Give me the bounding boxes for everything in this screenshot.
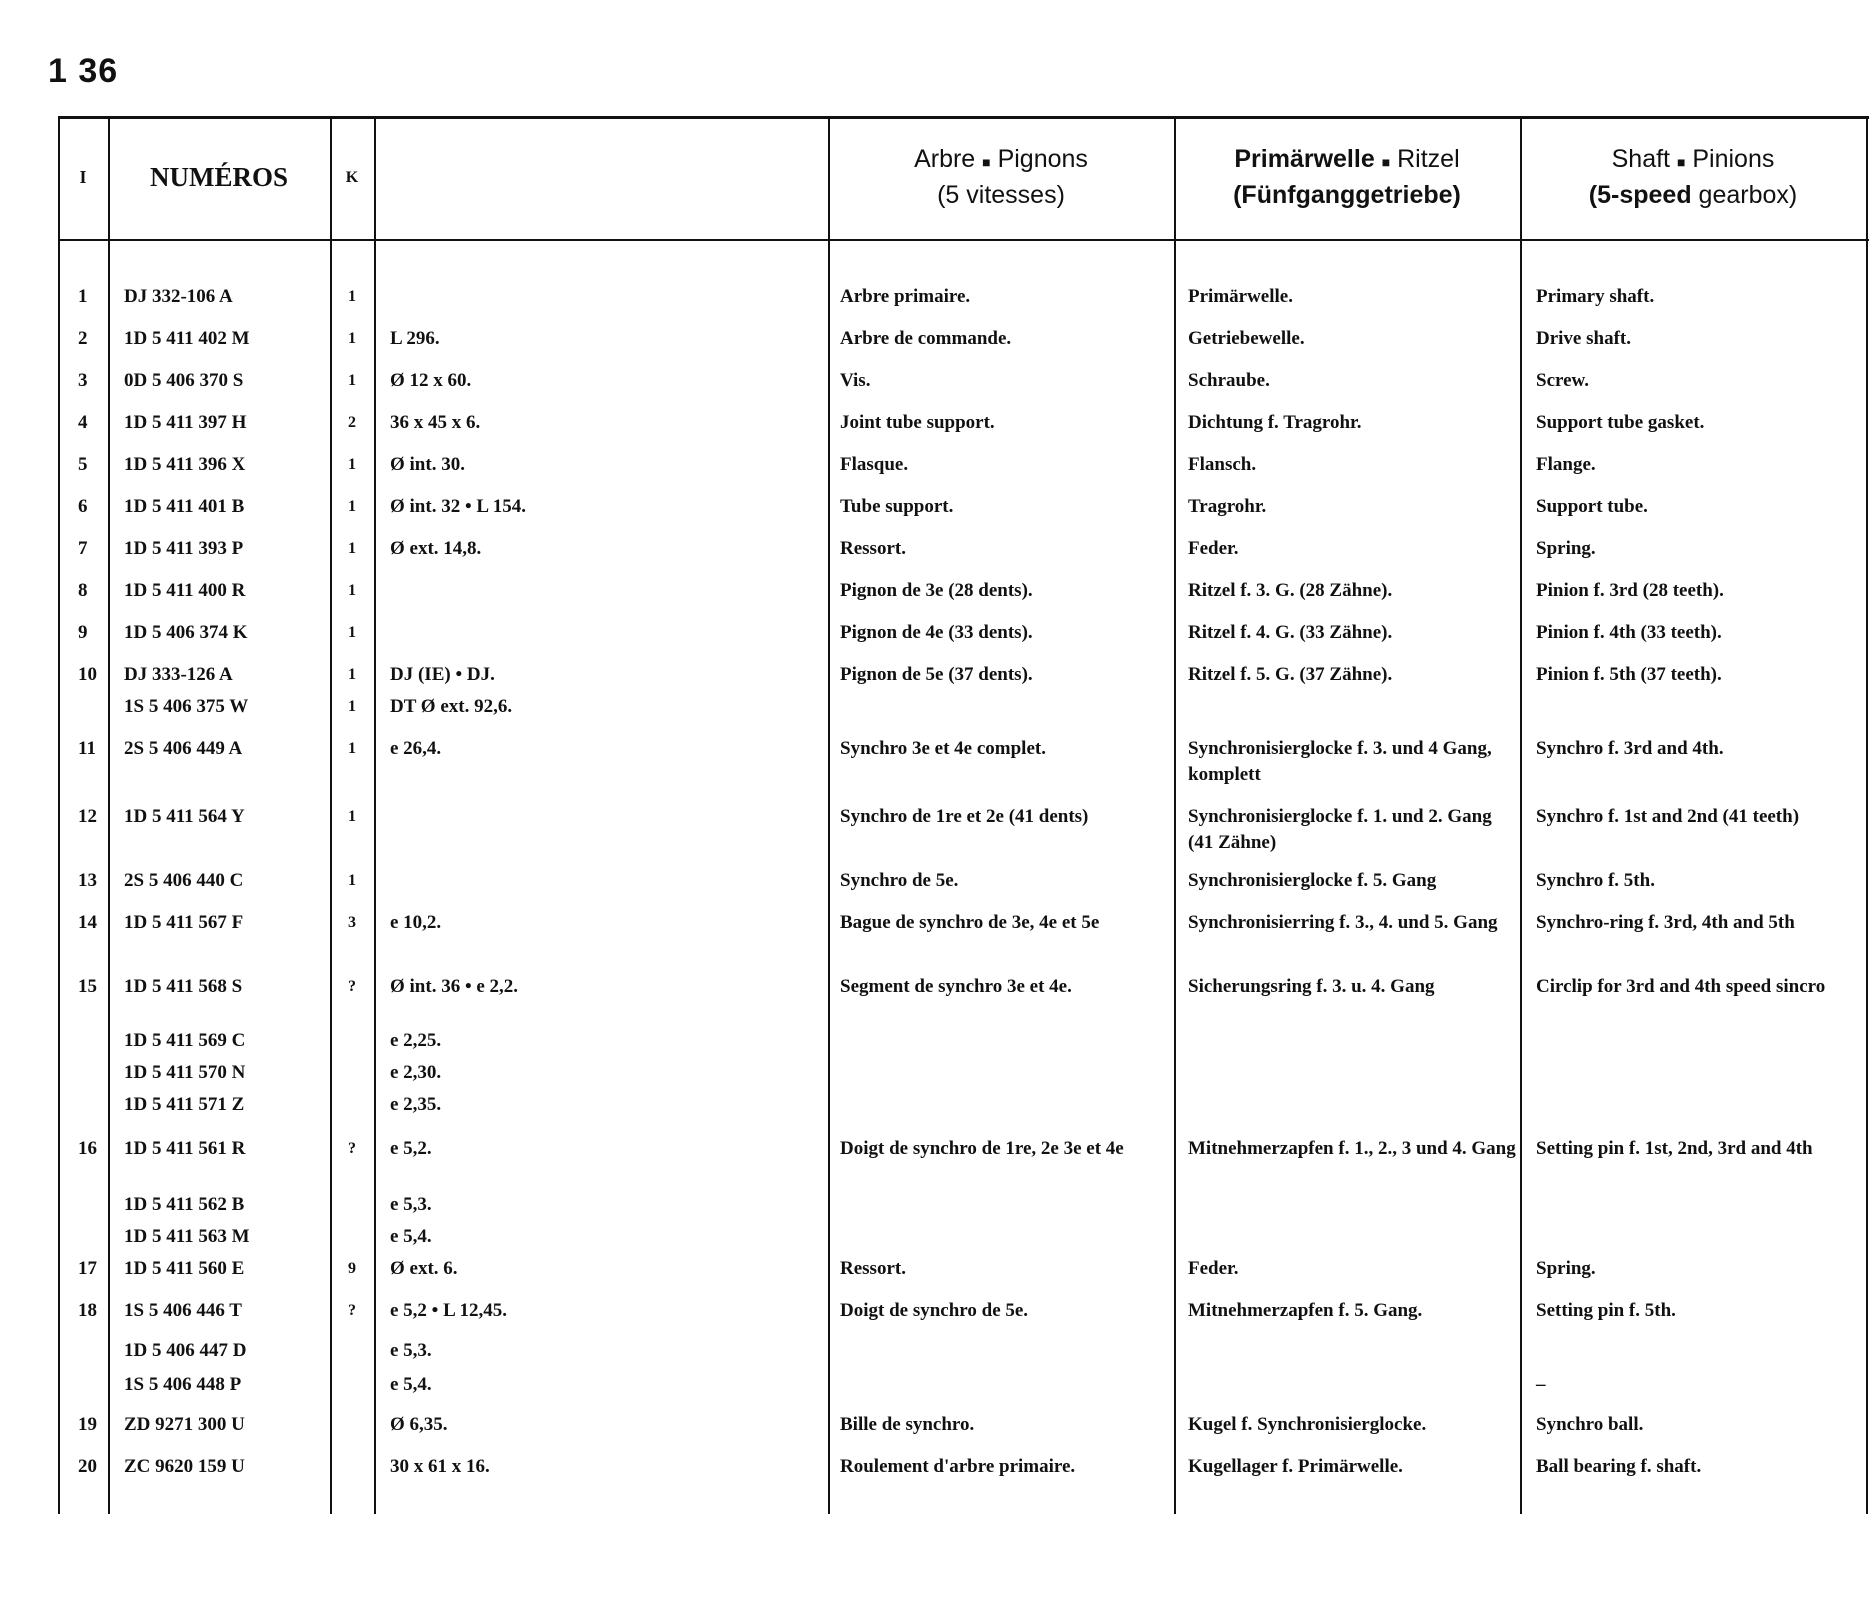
part-number: 1D 5 411 396 X: [124, 454, 246, 475]
description-english: Pinion f. 3rd (28 teeth).: [1536, 580, 1724, 601]
description-english: Synchro ball.: [1536, 1414, 1644, 1435]
row-index: 6: [78, 496, 88, 517]
description-german: Getriebewelle.: [1188, 328, 1305, 349]
dimensions: e 2,30.: [390, 1062, 442, 1083]
quantity-k: 1: [348, 582, 356, 599]
header-index: I: [79, 167, 87, 187]
part-number: 1D 5 411 568 S: [124, 976, 243, 997]
description-german: Feder.: [1188, 1258, 1239, 1279]
bullet-icon: ■: [1381, 154, 1391, 170]
dimensions: e 5,3.: [390, 1194, 432, 1215]
row-index: 9: [78, 622, 88, 643]
part-number: ZC 9620 159 U: [124, 1456, 245, 1477]
description-french: Pignon de 5e (37 dents).: [840, 664, 1033, 685]
row-index: 12: [78, 806, 97, 827]
part-number: DJ 333-126 A: [124, 664, 233, 685]
quantity-k: 1: [348, 808, 356, 825]
description-french: Bague de synchro de 3e, 4e et 5e: [840, 912, 1100, 933]
part-number: 1S 5 406 448 P: [124, 1374, 242, 1395]
description-german: Kugel f. Synchronisierglocke.: [1188, 1414, 1427, 1435]
dimensions: e 5,4.: [390, 1374, 432, 1395]
description-english: Spring.: [1536, 1258, 1596, 1279]
row-index: 20: [78, 1456, 97, 1477]
description-german: Mitnehmerzapfen f. 1., 2., 3 und 4. Gang: [1188, 1138, 1516, 1159]
part-number: 1D 5 411 564 Y: [124, 806, 245, 827]
description-german: Primärwelle.: [1188, 286, 1293, 307]
page-number: 1 36: [48, 52, 119, 90]
description-english: Support tube.: [1536, 496, 1648, 517]
description-french: Doigt de synchro de 1re, 2e 3e et 4e: [840, 1138, 1124, 1159]
description-english: Synchro f. 5th.: [1536, 870, 1655, 891]
header-fr-arbre: Arbre: [914, 145, 976, 173]
dimensions: 30 x 61 x 16.: [390, 1456, 490, 1477]
description-english: Primary shaft.: [1536, 286, 1655, 307]
row-index: 8: [78, 580, 88, 601]
description-english: Setting pin f. 1st, 2nd, 3rd and 4th: [1536, 1138, 1813, 1159]
description-german: Flansch.: [1188, 454, 1257, 475]
row-index: 14: [78, 912, 97, 933]
dimensions: e 5,4.: [390, 1226, 432, 1247]
description-german: Feder.: [1188, 538, 1239, 559]
description-french: Pignon de 3e (28 dents).: [840, 580, 1033, 601]
dimensions: e 5,3.: [390, 1340, 432, 1361]
row-index: 4: [78, 412, 88, 433]
description-english: –: [1536, 1374, 1546, 1395]
description-english: Spring.: [1536, 538, 1596, 559]
part-number: 1D 5 411 560 E: [124, 1258, 245, 1279]
description-french: Flasque.: [840, 454, 909, 475]
description-german: Synchronisierglocke f. 1. und 2. Gang (41 Zähne): [1188, 806, 1492, 853]
part-number: 1D 5 411 402 M: [124, 328, 250, 349]
part-number: ZD 9271 300 U: [124, 1414, 245, 1435]
header-k: K: [345, 168, 359, 186]
quantity-k: ?: [348, 978, 356, 995]
column-divider: [330, 116, 332, 1514]
quantity-k: 1: [348, 740, 356, 757]
header-german: [1174, 116, 1520, 239]
column-divider: [374, 116, 376, 1514]
parts-table: [58, 116, 1869, 1514]
part-number: 1D 5 411 393 P: [124, 538, 244, 559]
dimensions: Ø ext. 14,8.: [390, 538, 482, 559]
row-index: 10: [78, 664, 97, 685]
description-english: Synchro f. 1st and 2nd (41 teeth): [1536, 806, 1800, 827]
header-de-subtitle: (Fünfganggetriebe): [1233, 181, 1461, 209]
header-fr-subtitle: (5 vitesses): [937, 181, 1065, 209]
header-en-speed: (5-speed: [1588, 181, 1692, 209]
dimensions: e 5,2.: [390, 1138, 432, 1159]
quantity-k: 1: [348, 330, 356, 347]
header-de-ritzel: Ritzel: [1397, 145, 1460, 173]
dimensions: Ø int. 30.: [390, 454, 465, 475]
header-en-gearbox: gearbox): [1698, 181, 1798, 209]
part-number: 0D 5 406 370 S: [124, 370, 244, 391]
description-french: Synchro de 1re et 2e (41 dents): [840, 806, 1089, 827]
quantity-k: ?: [348, 1140, 356, 1157]
header-en-pinions: Pinions: [1692, 145, 1775, 173]
part-number: 1D 5 406 447 D: [124, 1340, 247, 1361]
description-english: Flange.: [1536, 454, 1596, 475]
description-english: Support tube gasket.: [1536, 412, 1705, 433]
description-french: Segment de synchro 3e et 4e.: [840, 976, 1072, 997]
quantity-k: 1: [348, 872, 356, 889]
part-number: 1D 5 411 561 R: [124, 1138, 246, 1159]
header-numeros: NUMÉROS: [149, 162, 288, 192]
quantity-k: 1: [348, 540, 356, 557]
row-index: 13: [78, 870, 97, 891]
part-number: 1D 5 411 563 M: [124, 1226, 250, 1247]
dimensions: e 10,2.: [390, 912, 442, 933]
dimensions: Ø 12 x 60.: [390, 370, 472, 391]
dimensions: Ø int. 36 • e 2,2.: [390, 976, 519, 997]
quantity-k: 1: [348, 698, 356, 715]
part-number: 1D 5 411 570 N: [124, 1062, 246, 1083]
description-german: Schraube.: [1188, 370, 1270, 391]
part-number: 1S 5 406 446 T: [124, 1300, 242, 1321]
column-divider: [108, 116, 110, 1514]
description-german: Ritzel f. 5. G. (37 Zähne).: [1188, 664, 1393, 685]
column-divider: [58, 116, 60, 1514]
description-french: Arbre de commande.: [840, 328, 1012, 349]
dimensions: DT Ø ext. 92,6.: [390, 696, 513, 717]
row-index: 11: [78, 738, 96, 759]
row-index: 3: [78, 370, 88, 391]
dimensions: e 26,4.: [390, 738, 442, 759]
description-german: Sicherungsring f. 3. u. 4. Gang: [1188, 976, 1435, 997]
header-de-primaerwelle: Primärwelle: [1234, 145, 1375, 173]
dimensions: e 2,25.: [390, 1030, 442, 1051]
dimensions: 36 x 45 x 6.: [390, 412, 481, 433]
description-german: Dichtung f. Tragrohr.: [1188, 412, 1362, 433]
row-index: 16: [78, 1138, 97, 1159]
part-number: 1S 5 406 375 W: [124, 696, 249, 717]
description-german: Synchronisierglocke f. 3. und 4 Gang, komplett: [1188, 738, 1492, 785]
header-fr-pignons: Pignons: [997, 145, 1088, 173]
quantity-k: 1: [348, 624, 356, 641]
description-german: Ritzel f. 3. G. (28 Zähne).: [1188, 580, 1393, 601]
quantity-k: 2: [348, 414, 356, 431]
quantity-k: 3: [348, 914, 356, 931]
description-english: Ball bearing f. shaft.: [1536, 1456, 1702, 1477]
part-number: 1D 5 411 571 Z: [124, 1094, 245, 1115]
row-index: 2: [78, 328, 88, 349]
row-index: 15: [78, 976, 97, 997]
description-english: Circlip for 3rd and 4th speed sincro: [1536, 976, 1826, 997]
description-french: Synchro 3e et 4e complet.: [840, 738, 1046, 759]
quantity-k: ?: [348, 1302, 356, 1319]
part-number: 1D 5 411 397 H: [124, 412, 247, 433]
row-index: 18: [78, 1300, 97, 1321]
header-french: [828, 116, 1174, 239]
quantity-k: 9: [348, 1260, 356, 1277]
part-number: DJ 332-106 A: [124, 286, 233, 307]
column-divider: [828, 116, 830, 1514]
quantity-k: 1: [348, 666, 356, 683]
part-number: 2S 5 406 449 A: [124, 738, 243, 759]
row-index: 5: [78, 454, 88, 475]
part-number: 1D 5 411 401 B: [124, 496, 245, 517]
column-divider: [1174, 116, 1176, 1514]
dimensions: e 5,2 • L 12,45.: [390, 1300, 507, 1321]
description-english: Synchro-ring f. 3rd, 4th and 5th: [1536, 912, 1795, 933]
part-number: 1D 5 411 569 C: [124, 1030, 246, 1051]
dimensions: e 2,35.: [390, 1094, 442, 1115]
column-divider: [1866, 116, 1868, 1514]
row-index: 1: [78, 286, 88, 307]
description-german: Mitnehmerzapfen f. 5. Gang.: [1188, 1300, 1423, 1321]
dimensions: Ø int. 32 • L 154.: [390, 496, 526, 517]
description-french: Ressort.: [840, 1258, 906, 1279]
quantity-k: 1: [348, 288, 356, 305]
row-index: 7: [78, 538, 88, 559]
row-index: 17: [78, 1258, 97, 1279]
description-german: Tragrohr.: [1188, 496, 1267, 517]
part-number: 1D 5 406 374 K: [124, 622, 248, 643]
dimensions: DJ (IE) • DJ.: [390, 664, 495, 685]
header-en-shaft: Shaft: [1611, 145, 1670, 173]
part-number: 1D 5 411 400 R: [124, 580, 246, 601]
dimensions: Ø 6,35.: [390, 1414, 448, 1435]
description-french: Pignon de 4e (33 dents).: [840, 622, 1033, 643]
description-english: Synchro f. 3rd and 4th.: [1536, 738, 1724, 759]
part-number: 1D 5 411 562 B: [124, 1194, 245, 1215]
bullet-icon: ■: [982, 154, 991, 170]
part-number: 1D 5 411 567 F: [124, 912, 244, 933]
description-english: Pinion f. 4th (33 teeth).: [1536, 622, 1722, 643]
description-english: Drive shaft.: [1536, 328, 1631, 349]
dimensions: L 296.: [390, 328, 440, 349]
bullet-icon: ■: [1676, 154, 1686, 170]
dimensions: Ø ext. 6.: [390, 1258, 458, 1279]
description-french: Ressort.: [840, 538, 906, 559]
column-divider: [1520, 116, 1522, 1514]
description-french: Tube support.: [840, 496, 954, 517]
description-french: Roulement d'arbre primaire.: [840, 1456, 1076, 1477]
description-french: Joint tube support.: [840, 412, 995, 433]
description-english: Setting pin f. 5th.: [1536, 1300, 1676, 1321]
row-index: 19: [78, 1414, 97, 1435]
description-french: Doigt de synchro de 5e.: [840, 1300, 1029, 1321]
header-english: [1520, 116, 1866, 239]
description-french: Arbre primaire.: [840, 286, 971, 307]
description-german: Kugellager f. Primärwelle.: [1188, 1456, 1403, 1477]
description-english: Pinion f. 5th (37 teeth).: [1536, 664, 1722, 685]
quantity-k: 1: [348, 372, 356, 389]
description-german: Ritzel f. 4. G. (33 Zähne).: [1188, 622, 1393, 643]
description-french: Synchro de 5e.: [840, 870, 959, 891]
part-number: 2S 5 406 440 C: [124, 870, 244, 891]
description-french: Vis.: [840, 370, 871, 391]
description-french: Bille de synchro.: [840, 1414, 975, 1435]
quantity-k: 1: [348, 498, 356, 515]
quantity-k: 1: [348, 456, 356, 473]
description-german: Synchronisierring f. 3., 4. und 5. Gang: [1188, 912, 1498, 933]
description-english: Screw.: [1536, 370, 1589, 391]
description-german: Synchronisierglocke f. 5. Gang: [1188, 870, 1437, 891]
